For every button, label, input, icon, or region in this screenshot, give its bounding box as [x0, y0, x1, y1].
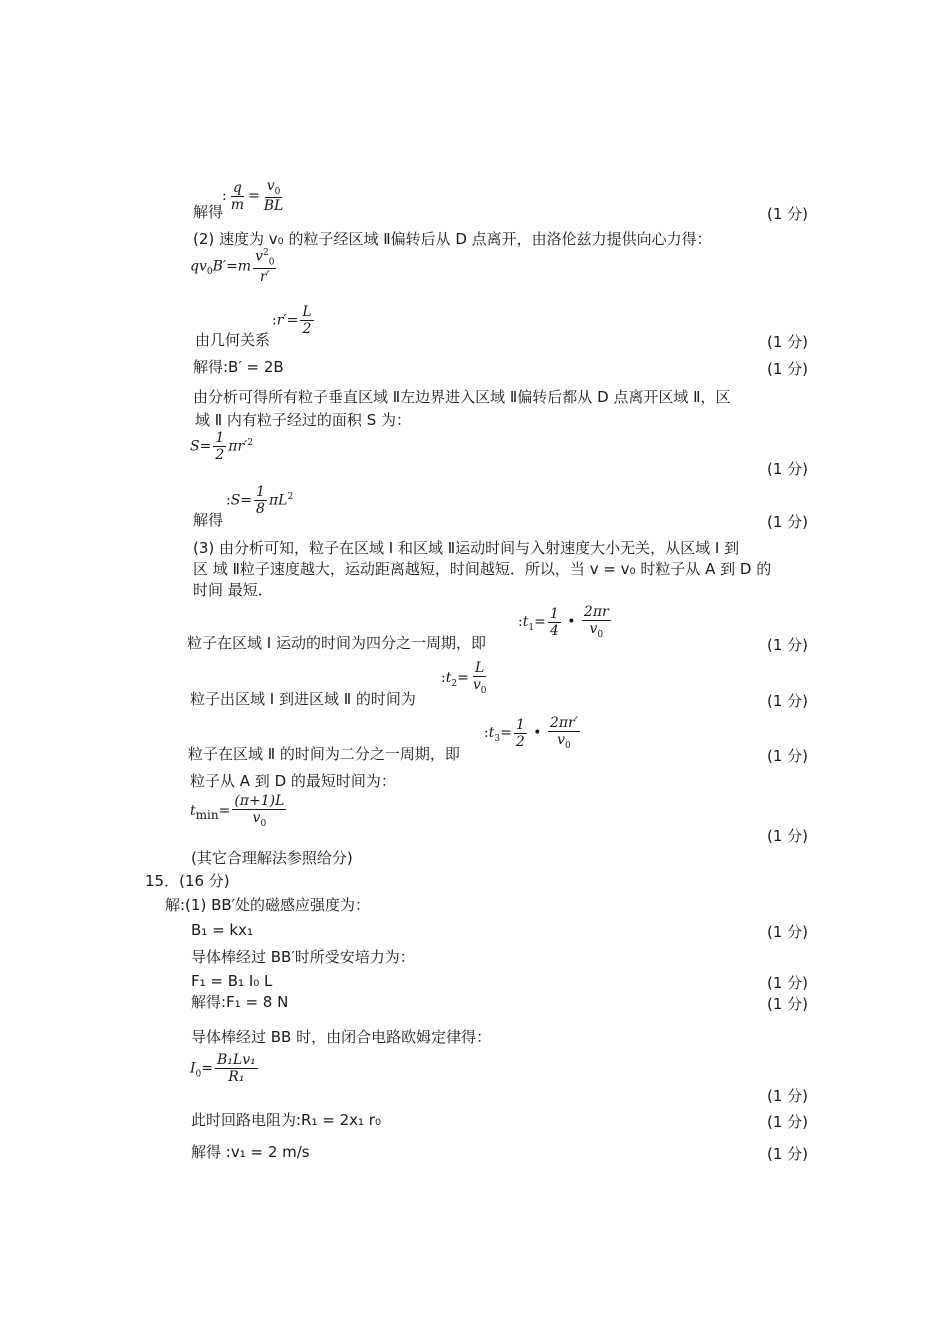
text-line: 解得	[193, 203, 224, 221]
text-line: 解得 :v₁ = 2 m/s	[191, 1143, 310, 1161]
formula-I0: $I_0=$ $\frac{\text{B₁Lv₁}}{\text{R₁}}$	[190, 1052, 256, 1086]
formula-area-result: :S= $\frac{1}{8}$ $\pi L^2$	[226, 484, 294, 518]
score-label: (1 分)	[766, 205, 808, 223]
score-label: (1 分)	[766, 747, 808, 765]
formula-tmin: tmin= $\frac{(\pi+1)L}{v_0}$	[190, 793, 285, 829]
text-line: (其它合理解法参照给分)	[191, 849, 353, 867]
formula-t1: $:t_1=$ $\frac{1}{4}$ • $\frac{2\pi r}{v_0}$	[518, 604, 609, 640]
text-line: 导体棒经过 BB 时，由闭合电路欧姆定律得：	[191, 1028, 492, 1046]
score-label: (1 分)	[766, 636, 808, 654]
text-line: 解得:F₁ = 8 N	[191, 993, 289, 1011]
text-line: 区 域 Ⅱ粒子速度越大，运动距离越短，时间越短．所以，当 v = v₀ 时粒子从 A 到 D 的	[193, 560, 772, 578]
formula-lorentz: $qv_0B'=m$ $\frac{v^2_0}{r'}$	[190, 248, 275, 285]
text-line: 导体棒经过 BB′时所受安培力为：	[191, 948, 415, 966]
formula-t2: $:t_2=$ $\frac{L}{v_0}$	[441, 660, 487, 696]
text-line: 由分析可得所有粒子垂直区域 Ⅱ左边界进入区域 Ⅱ偏转后都从 D 点离开区域 Ⅱ，区	[193, 388, 731, 406]
score-label: (1 分)	[766, 923, 808, 941]
formula-t3: $:t_3=$ $\frac{1}{2}$ • $\frac{2\pi r'}{v_0}$	[484, 715, 578, 751]
text-line: 由几何关系	[195, 331, 271, 349]
formula-q-over-m: : $\frac{q}{m}$ = $\frac{v_0}{BL}$	[222, 178, 284, 215]
question-number: 15．(16 分)	[145, 872, 230, 890]
score-label: (1 分)	[766, 995, 808, 1013]
text-line: (3) 由分析可知，粒子在区域 Ⅰ 和区域 Ⅱ运动时间与入射速度大小无关，从区域 Ⅰ 到	[193, 539, 740, 557]
text-line: 粒子在区域 Ⅰ 运动的时间为四分之一周期，即	[187, 634, 486, 652]
text-line: 解得:B′ = 2B	[193, 358, 284, 376]
score-label: (1 分)	[766, 974, 808, 992]
text-line: 域 Ⅱ 内有粒子经过的面积 S 为：	[195, 411, 411, 429]
score-label: (1 分)	[766, 333, 808, 351]
formula-area-S: S= $\frac{1}{2}$ $\pi r'^2$	[190, 430, 254, 464]
text-line: F₁ = B₁ I₀ L	[191, 972, 273, 990]
text-line: 粒子出区域 Ⅰ 到进区域 Ⅱ 的时间为	[190, 690, 416, 708]
text-line: (2) 速度为 v₀ 的粒子经区域 Ⅱ偏转后从 D 点离开，由洛伦兹力提供向心力得：	[193, 230, 712, 248]
score-label: (1 分)	[766, 1145, 808, 1163]
score-label: (1 分)	[766, 692, 808, 710]
score-label: (1 分)	[766, 460, 808, 478]
text-line: 粒子在区域 Ⅱ 的时间为二分之一周期，即	[188, 745, 460, 763]
text-line: 此时回路电阻为:R₁ = 2x₁ r₀	[191, 1111, 381, 1129]
text-line: 解得	[193, 511, 224, 529]
formula-r-prime: :r′= $\frac{L}{2}$	[272, 304, 312, 338]
text-line: 时间 最短．	[193, 581, 273, 599]
score-label: (1 分)	[766, 513, 808, 531]
text-line: 粒子从 A 到 D 的最短时间为：	[190, 772, 396, 790]
score-label: (1 分)	[766, 1087, 808, 1105]
text-line: 解:(1) BB′处的磁感应强度为：	[165, 896, 371, 914]
score-label: (1 分)	[766, 827, 808, 845]
score-label: (1 分)	[766, 1113, 808, 1131]
text-line: B₁ = kx₁	[191, 921, 253, 939]
score-label: (1 分)	[766, 360, 808, 378]
